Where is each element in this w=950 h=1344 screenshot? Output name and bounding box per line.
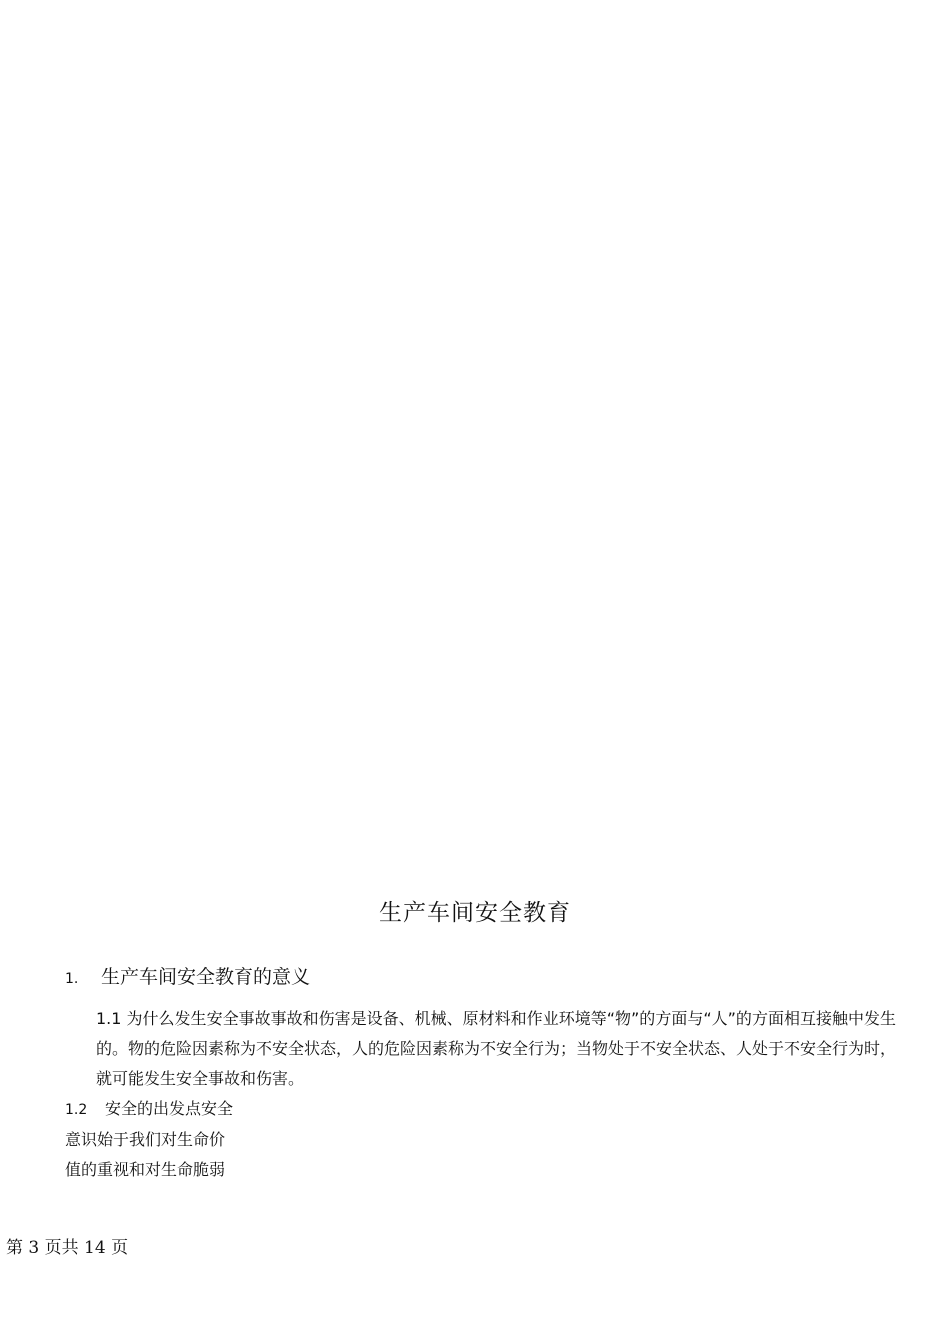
subsection-1-2: [65, 1094, 265, 1185]
document-title: 生产车间安全教育: [379, 900, 571, 926]
section-heading-text: 生产车间安全教育的意义: [101, 966, 311, 988]
subsection-line-3: 值的重视和对生命脆弱: [65, 1160, 226, 1179]
page-number-footer: 第 3 页共 14 页: [6, 1238, 129, 1258]
section-number: 1.: [65, 971, 79, 987]
paragraph-1-1: 1.1 为什么发生安全事故事故和伤害是设备、机械、原材料和作业环境等“物”的方面与“人”的方面相互接触中发生的。物的危险因素称为不安全状态，人的危险因素称为不安全行为；当物处于不安全状态、人处于不安全行为时，就可能发生安全事故和伤害。: [96, 1009, 897, 1088]
subsection-line-2: 意识始于我们对生命价: [65, 1130, 226, 1149]
section-heading-1: [65, 962, 310, 992]
subsection-line-1-text: 安全的出发点安全: [105, 1099, 234, 1118]
subsection-number: 1.2: [65, 1102, 88, 1118]
subsection-line-1: [65, 1094, 265, 1125]
